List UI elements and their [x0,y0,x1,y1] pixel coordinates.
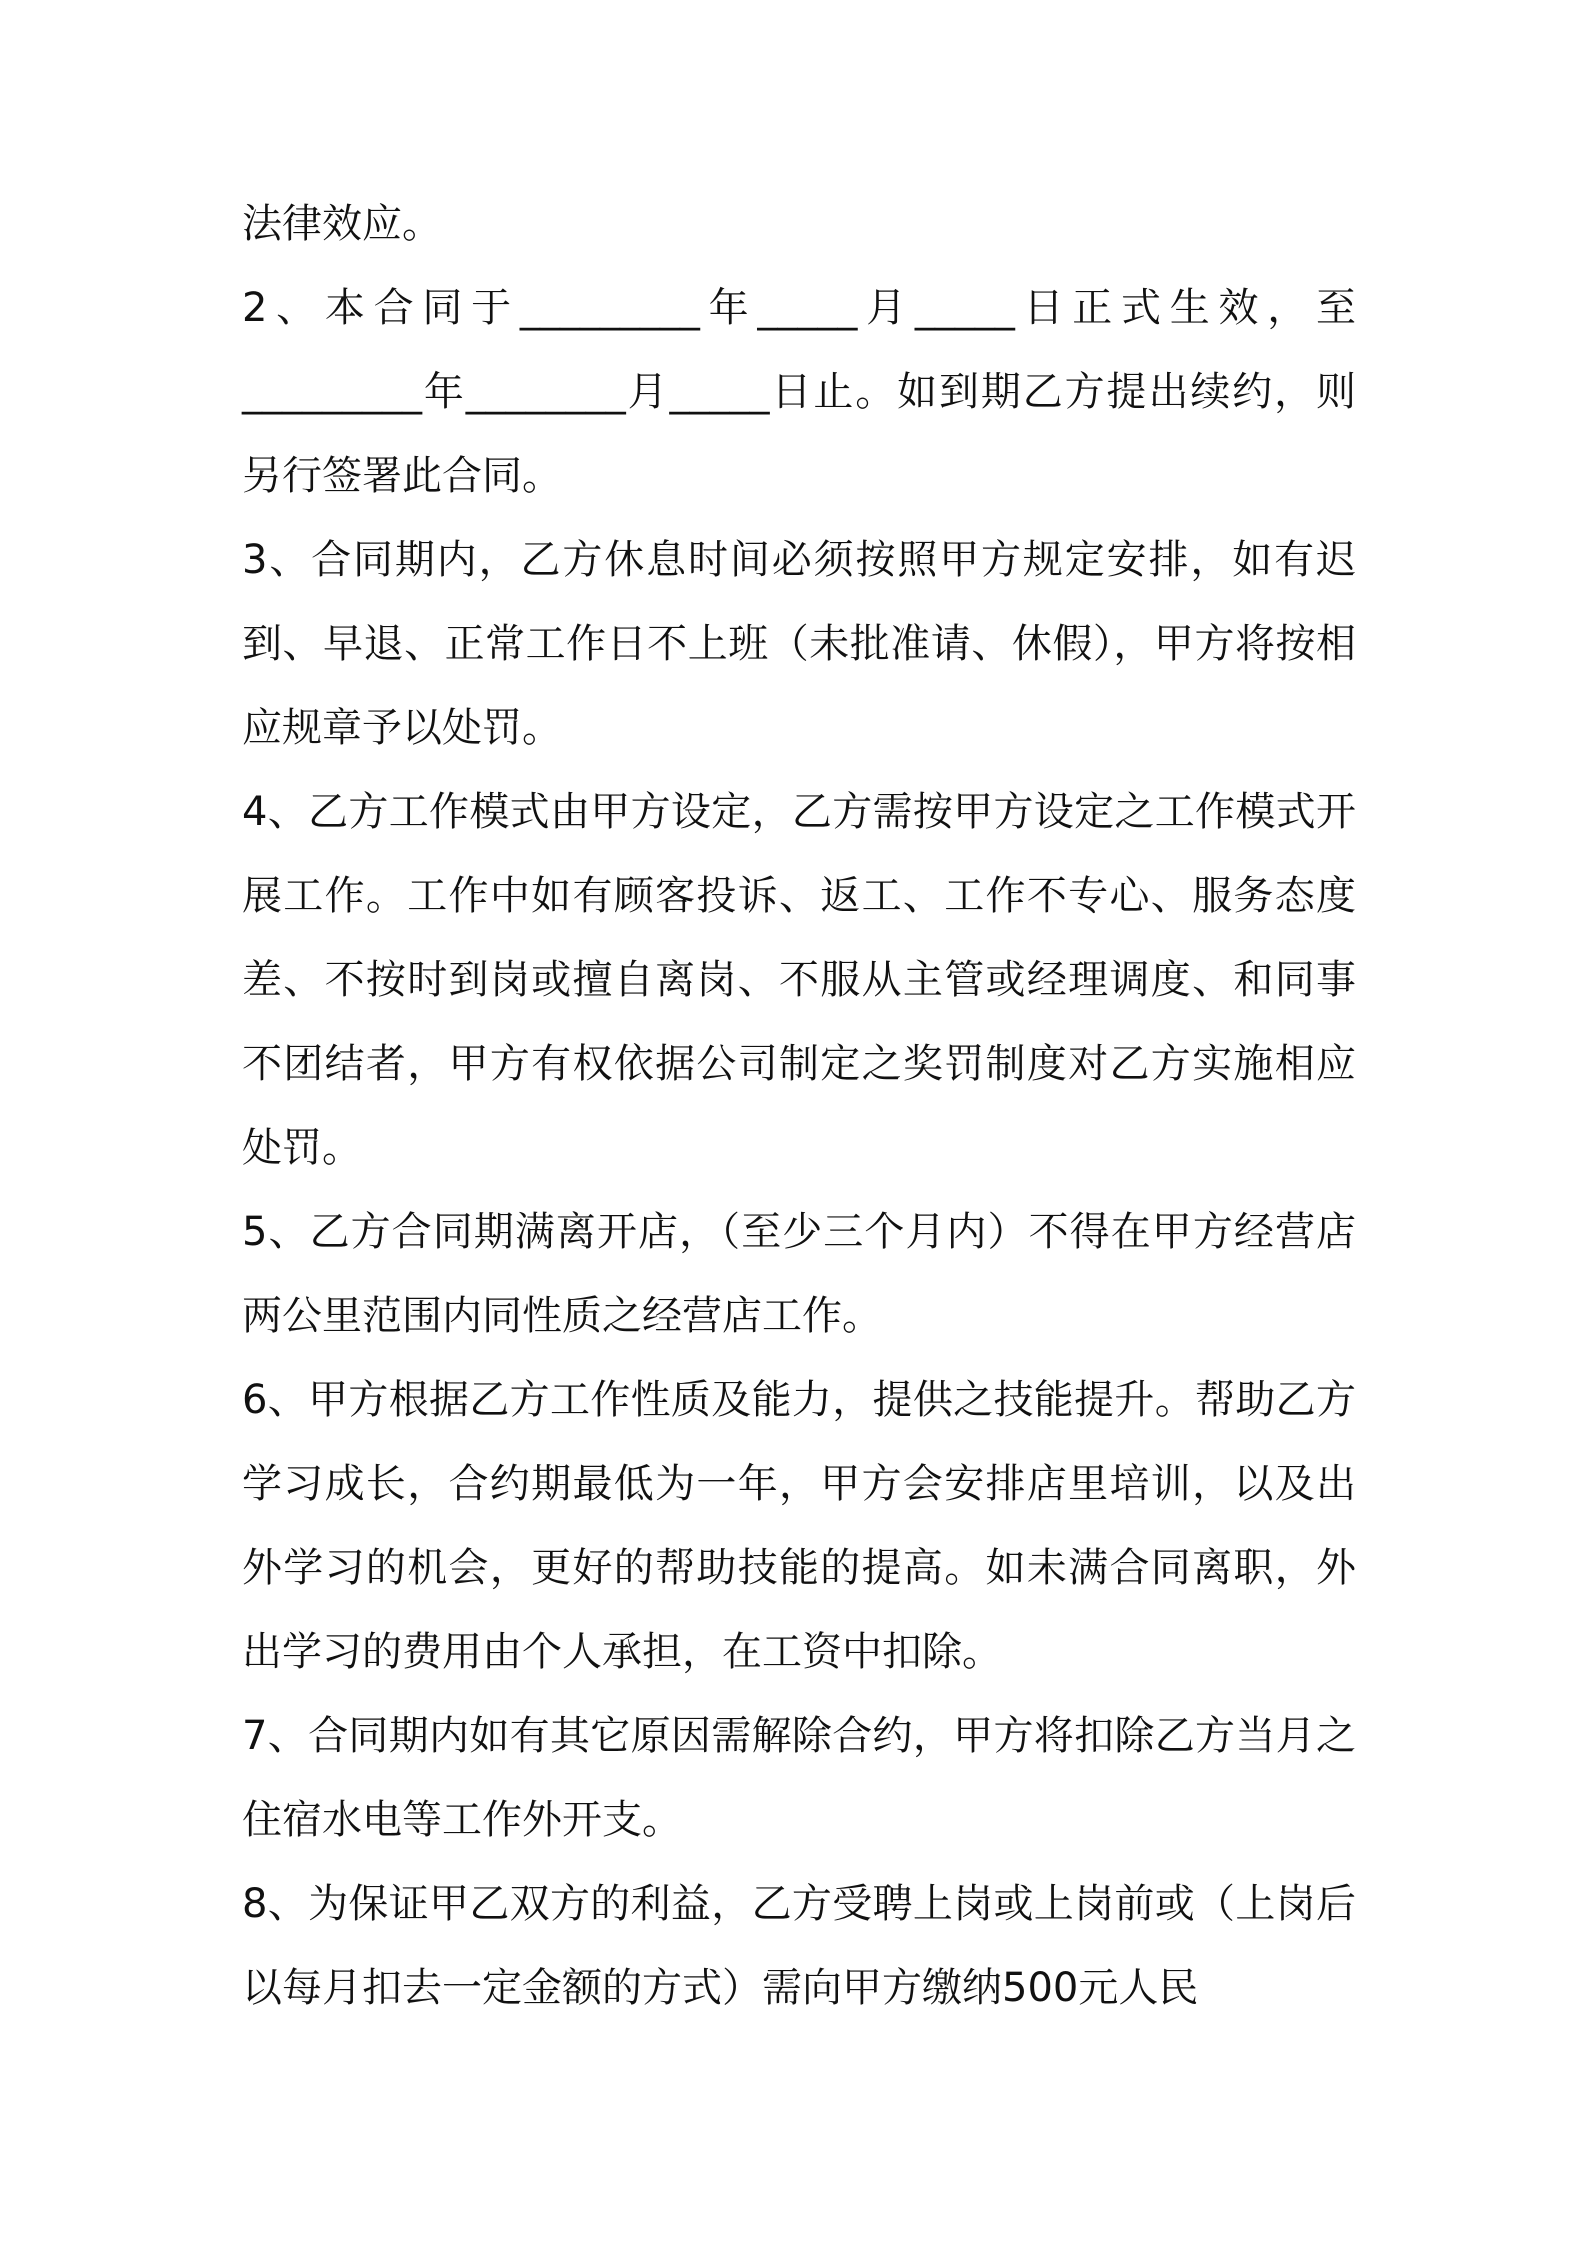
clause-7-termination: 7、合同期内如有其它原因需解除合约，甲方将扣除乙方当月之住宿水电等工作外开支。 [242,1713,1356,1843]
clause-3-attendance: 3、合同期内，乙方休息时间必须按照甲方规定安排，如有迟到、早退、正常工作日不上班（未批准请、休假），甲方将按相应规章予以处罚。 [242,537,1356,751]
paragraph-continuation: 法律效应。 [242,201,442,247]
clause-2-effective-date: 2、本合同于_________年_____月_____日正式生效，至_________年________月_____日止。如到期乙方提出续约，则另行签署此合同。 [242,285,1356,499]
contract-body [242,182,1356,2030]
clause-8-deposit: 8、为保证甲乙双方的利益，乙方受聘上岗或上岗前或（上岗后以每月扣去一定金额的方式）需向甲方缴纳500元人民 [242,1881,1356,2011]
clause-6-training: 6、甲方根据乙方工作性质及能力，提供之技能提升。帮助乙方学习成长，合约期最低为一年，甲方会安排店里培训，以及出外学习的机会，更好的帮助技能的提高。如未满合同离职，外出学习的费用由个人承担，在工资中扣除。 [242,1377,1356,1675]
clause-4-work-mode: 4、乙方工作模式由甲方设定，乙方需按甲方设定之工作模式开展工作。工作中如有顾客投诉、返工、工作不专心、服务态度差、不按时到岗或擅自离岗、不服从主管或经理调度、和同事不团结者，甲方有权依据公司制定之奖罚制度对乙方实施相应处罚。 [242,789,1356,1171]
clause-5-non-compete: 5、乙方合同期满离开店，（至少三个月内）不得在甲方经营店两公里范围内同性质之经营店工作。 [242,1209,1356,1339]
